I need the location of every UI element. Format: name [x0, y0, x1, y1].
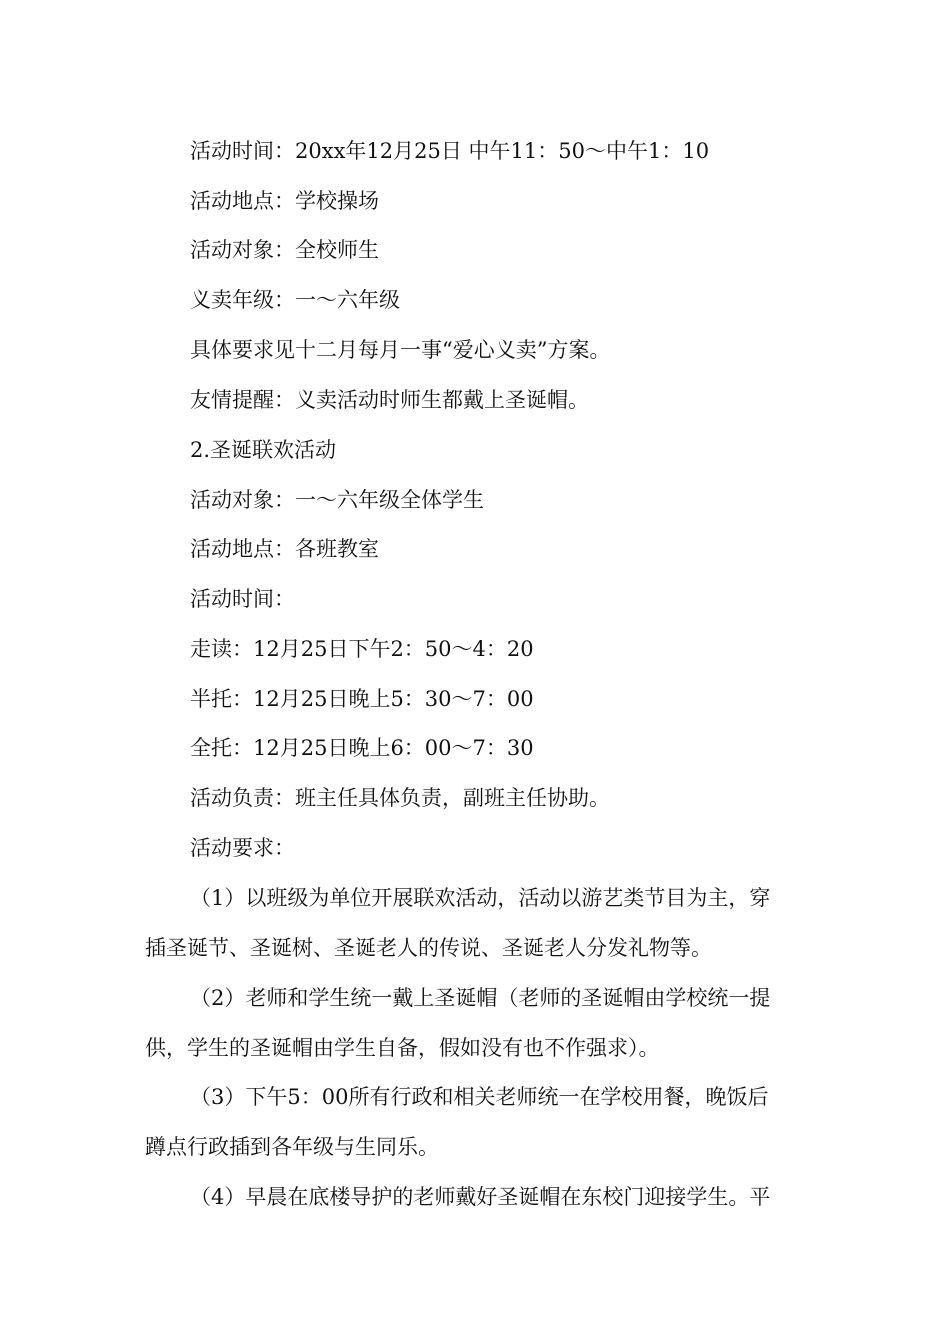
requirement-item-4	[145, 1183, 805, 1211]
activity-location-line: 活动地点：学校操场	[190, 189, 379, 213]
friendly-reminder-line: 友情提醒：义卖活动时师生都戴上圣诞帽。	[190, 388, 589, 412]
requirement-2-line-2: 供，学生的圣诞帽由学生自备，假如没有也不作强求）。	[145, 1036, 660, 1060]
requirement-4-line-1: （4）早晨在底楼导护的老师戴好圣诞帽在东校门迎接学生。平	[190, 1185, 771, 1209]
activity-time-line: 活动时间：20xx年12月25日 中午11：50～中午1：10	[190, 139, 710, 163]
full-boarding-time-line: 全托：12月25日晚上6：00～7：30	[190, 736, 534, 760]
requirements-reference-line: 具体要求见十二月每月一事“爱心义卖”方案。	[190, 338, 611, 362]
requirement-2-line-1: （2）老师和学生统一戴上圣诞帽（老师的圣诞帽由学校统一提	[190, 986, 771, 1010]
party-location-line: 活动地点：各班教室	[190, 537, 379, 561]
requirement-3-line-2: 蹲点行政插到各年级与生同乐。	[145, 1135, 439, 1159]
section-heading-christmas-party: 2.圣诞联欢活动	[190, 438, 337, 462]
party-requirements-label: 活动要求：	[190, 836, 295, 860]
half-boarding-time-line: 半托：12月25日晚上5：30～7：00	[190, 687, 534, 711]
requirement-item-1	[145, 884, 805, 962]
party-time-label: 活动时间：	[190, 587, 295, 611]
requirement-3-line-1: （3）下午5：00所有行政和相关老师统一在学校用餐，晚饭后	[190, 1085, 769, 1109]
requirement-1-line-1: （1）以班级为单位开展联欢活动，活动以游艺类节目为主，穿	[190, 886, 771, 910]
requirement-item-2	[145, 984, 805, 1062]
party-responsible-line: 活动负责：班主任具体负责，副班主任协助。	[190, 786, 610, 810]
requirement-item-3	[145, 1083, 805, 1161]
party-target-line: 活动对象：一～六年级全体学生	[190, 488, 484, 512]
requirement-1-line-2: 插圣诞节、圣诞树、圣诞老人的传说、圣诞老人分发礼物等。	[145, 936, 712, 960]
sale-grades-line: 义卖年级：一～六年级	[190, 288, 400, 312]
activity-target-line: 活动对象：全校师生	[190, 238, 379, 262]
day-students-time-line: 走读：12月25日下午2：50～4：20	[190, 637, 534, 661]
